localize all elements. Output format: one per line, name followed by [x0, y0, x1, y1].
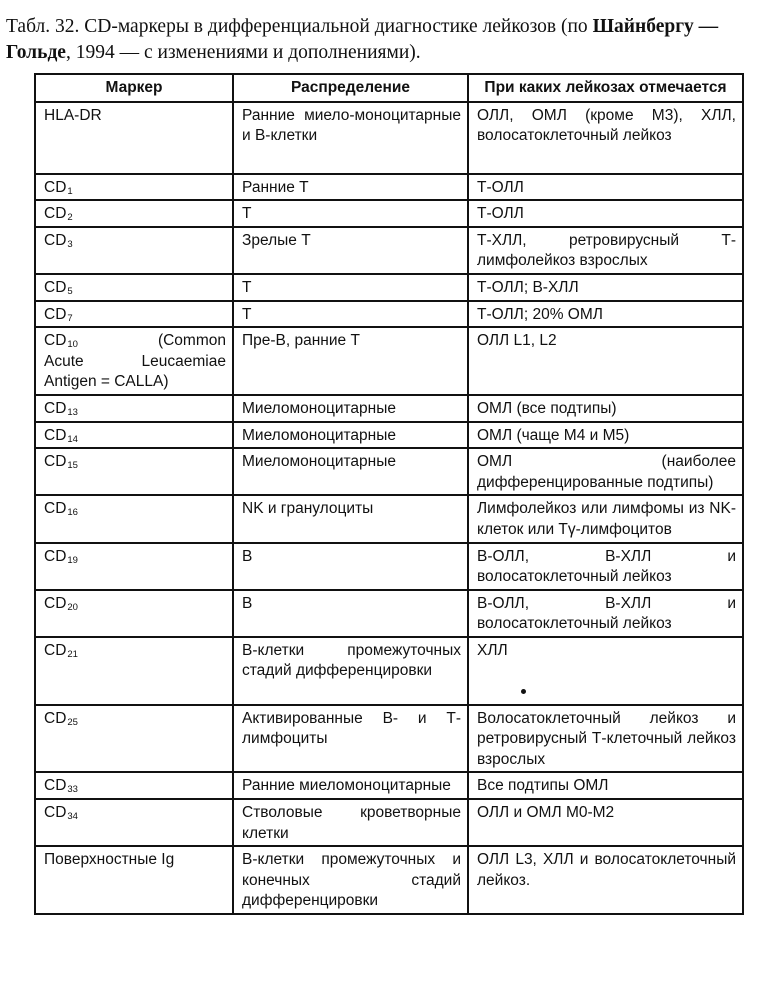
marker-subscript: 34 [67, 811, 78, 823]
leukemias-cell: ОЛЛ L1, L2 [468, 327, 743, 395]
marker-cell [35, 772, 233, 799]
marker-cell [35, 301, 233, 328]
marker-cell [35, 590, 233, 637]
header-leukemias: При каких лейкозах отмечается [468, 74, 743, 102]
marker-subscript: 1 [67, 185, 73, 197]
table-row [35, 227, 743, 274]
marker-subscript: 25 [67, 716, 78, 728]
distribution-cell: Т [233, 301, 468, 328]
marker-subscript: 7 [67, 312, 73, 324]
marker-base: CD [44, 453, 67, 471]
marker-base: CD [44, 709, 67, 727]
marker-subscript: 19 [67, 554, 78, 566]
leukemias-cell: Т-ОЛЛ [468, 200, 743, 227]
distribution-cell: NK и гранулоциты [233, 495, 468, 542]
table-row [35, 274, 743, 301]
leukemias-text: ХЛЛ [477, 641, 508, 659]
marker-base: CD [44, 178, 67, 196]
marker-subscript: 3 [67, 238, 73, 250]
leukemias-cell: В-ОЛЛ, В-ХЛЛ и волосатоклеточный лейкоз [468, 543, 743, 590]
table-row [35, 174, 743, 201]
marker-subscript: 10 [67, 339, 78, 351]
marker-subscript: 2 [67, 212, 73, 224]
marker-subscript: 13 [67, 406, 78, 418]
table-row [35, 772, 743, 799]
distribution-cell: Миеломоноцитарные [233, 448, 468, 495]
marker-cell [35, 543, 233, 590]
marker-subscript: 21 [67, 648, 78, 660]
leukemias-cell: Т-ОЛЛ; 20% ОМЛ [468, 301, 743, 328]
cd-markers-table [34, 73, 744, 915]
leukemias-cell: ОМЛ (наиболее дифференцированные подтипы) [468, 448, 743, 495]
table-row [35, 590, 743, 637]
distribution-cell: Активированные В- и Т-лимфоциты [233, 705, 468, 773]
header-distribution: Распределение [233, 74, 468, 102]
marker-base: CD [44, 305, 67, 323]
marker-cell [35, 705, 233, 773]
caption-prefix: Табл. 32. CD-маркеры в дифференциальной диагностике лейкозов (по [6, 16, 593, 37]
marker-line [44, 352, 226, 373]
marker-subscript: 15 [67, 460, 78, 472]
table-row [35, 448, 743, 495]
distribution-cell: Миеломоноцитарные [233, 422, 468, 449]
distribution-cell: Пре-В, ранние Т [233, 327, 468, 395]
marker-base: CD [44, 231, 67, 249]
table-row [35, 705, 743, 773]
table-row [35, 327, 743, 395]
marker-base: CD [44, 804, 67, 822]
marker-base: CD [44, 777, 67, 795]
caption-suffix: , 1994 — с изменениями и дополнениями). [65, 42, 421, 63]
marker-line [44, 331, 226, 352]
marker-cell [35, 200, 233, 227]
leukemias-cell: ОЛЛ L3, ХЛЛ и волосатоклеточный лейкоз. [468, 846, 743, 914]
leukemias-cell: В-ОЛЛ, В-ХЛЛ и волосатоклеточный лейкоз [468, 590, 743, 637]
ink-dot [521, 689, 526, 694]
marker-cell: HLA-DR [35, 102, 233, 174]
leukemias-cell: Все подтипы ОМЛ [468, 772, 743, 799]
header-marker: Маркер [35, 74, 233, 102]
marker-subscript: 5 [67, 285, 73, 297]
leukemias-cell [468, 637, 743, 705]
distribution-cell: Ранние миело-моноцитарные и В-клетки [233, 102, 468, 174]
marker-base: CD [44, 332, 67, 350]
marker-cell [35, 422, 233, 449]
marker-line: Antigen = CALLA) [44, 373, 169, 391]
table-row [35, 422, 743, 449]
distribution-cell: Стволовые кроветворные клетки [233, 799, 468, 846]
marker-base: CD [44, 594, 67, 612]
marker-subscript: 16 [67, 507, 78, 519]
marker-rest: Leucaemiae [141, 352, 226, 370]
distribution-cell: Зрелые Т [233, 227, 468, 274]
table-caption [6, 14, 746, 66]
table-row [35, 200, 743, 227]
distribution-cell: В-клетки промежуточных стадий дифференцировки [233, 637, 468, 705]
marker-base: CD [44, 547, 67, 565]
distribution-cell: Т [233, 274, 468, 301]
marker-cell: Поверхностные Ig [35, 846, 233, 914]
marker-cell [35, 227, 233, 274]
distribution-cell: В [233, 590, 468, 637]
distribution-cell: Миеломоноцитарные [233, 395, 468, 422]
marker-cell [35, 327, 233, 395]
marker-base: CD [44, 500, 67, 518]
marker-cell [35, 799, 233, 846]
leukemias-cell: Волосатоклеточный лейкоз и ретровирусный Т-клеточный лейкоз взрослых [468, 705, 743, 773]
table-row [35, 846, 743, 914]
marker-cell [35, 448, 233, 495]
table-row [35, 637, 743, 705]
distribution-cell: В [233, 543, 468, 590]
marker-cell [35, 495, 233, 542]
leukemias-cell: Т-ОЛЛ; В-ХЛЛ [468, 274, 743, 301]
marker-subscript: 33 [67, 784, 78, 796]
table-row [35, 543, 743, 590]
marker-base: CD [44, 426, 67, 444]
marker-base: CD [44, 399, 67, 417]
table-row [35, 799, 743, 846]
table-row [35, 102, 743, 174]
marker-rest: (Common [157, 332, 226, 350]
leukemias-cell: ОЛЛ и ОМЛ М0-М2 [468, 799, 743, 846]
table-row [35, 395, 743, 422]
marker-cell [35, 174, 233, 201]
marker-cell [35, 395, 233, 422]
table-row [35, 495, 743, 542]
leukemias-cell: ОМЛ (все подтипы) [468, 395, 743, 422]
leukemias-cell: ОЛЛ, ОМЛ (кроме М3), ХЛЛ, волосатоклеточный лейкоз [468, 102, 743, 174]
marker-base: CD [44, 641, 67, 659]
leukemias-cell: Т-ОЛЛ [468, 174, 743, 201]
marker-subscript: 20 [67, 601, 78, 613]
leukemias-cell: Т-ХЛЛ, ретровирусный Т-лимфолейкоз взрослых [468, 227, 743, 274]
marker-cell [35, 274, 233, 301]
caption-authors: Шайнбергу — Гольде [6, 16, 719, 63]
distribution-cell: Ранние Т [233, 174, 468, 201]
distribution-cell: Т [233, 200, 468, 227]
table-header-row [35, 74, 743, 102]
marker-rest: Acute [44, 352, 84, 370]
marker-subscript: 14 [67, 433, 78, 445]
distribution-cell: В-клетки промежуточных и конечных стадий дифференцировки [233, 846, 468, 914]
marker-base: CD [44, 278, 67, 296]
leukemias-cell: Лимфолейкоз или лимфомы из NK-клеток или Tγ-лимфоцитов [468, 495, 743, 542]
distribution-cell: Ранние миеломоноцитарные [233, 772, 468, 799]
marker-base: CD [44, 205, 67, 223]
marker-cell [35, 637, 233, 705]
leukemias-cell: ОМЛ (чаще М4 и М5) [468, 422, 743, 449]
table-row [35, 301, 743, 328]
